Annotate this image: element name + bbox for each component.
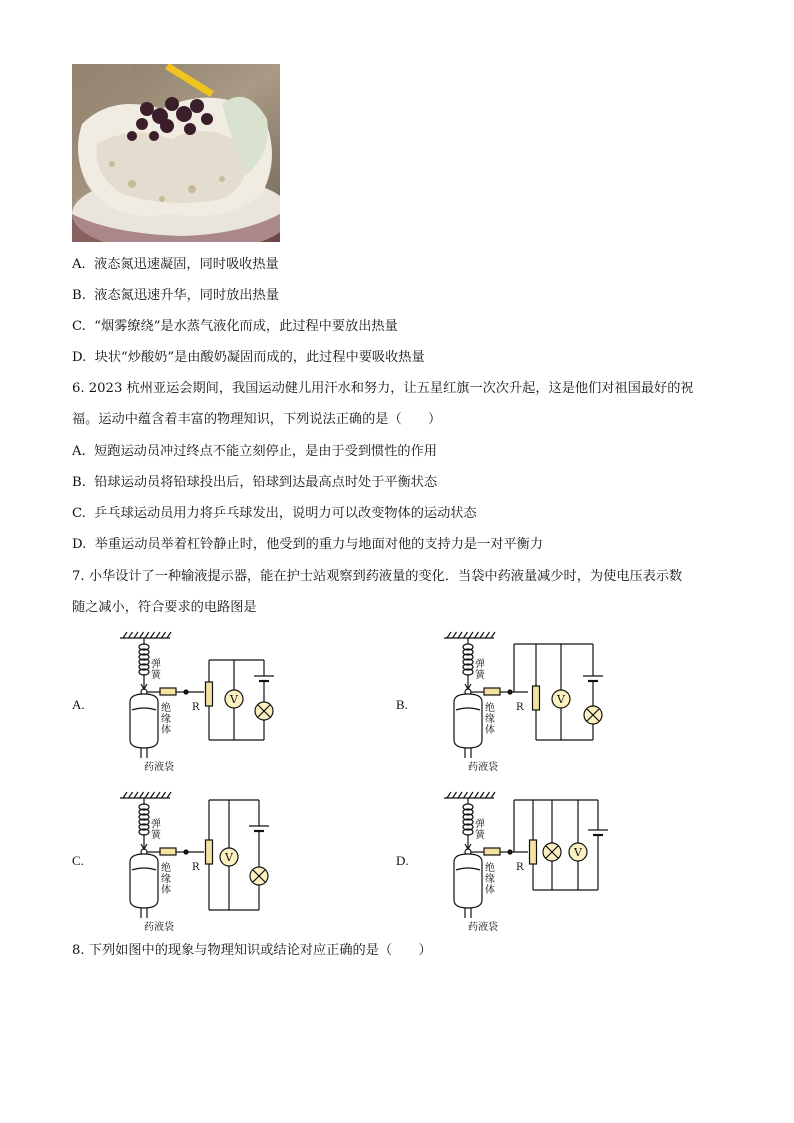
q6-option-c xyxy=(72,505,477,523)
spring-label: 弹簧 xyxy=(148,818,160,840)
circuit-b xyxy=(418,630,638,780)
bag-label: 药液袋 xyxy=(468,762,498,773)
circuit-d xyxy=(418,790,638,940)
q6-stem-line1: 6. 2023 杭州亚运会期间，我国运动健儿用汗水和努力，让五星红旗一次次升起，这是他们对祖国最好的祝 xyxy=(72,381,694,396)
option-text: 乒乓球运动员用力将乒乓球发出，说明力可以改变物体的运动状态 xyxy=(94,506,477,521)
q5-option-b xyxy=(72,287,279,305)
frozen-yogurt-photo xyxy=(72,64,280,242)
q7-stem-line2: 随之减小，符合要求的电路图是 xyxy=(72,600,257,615)
voltmeter-letter: V xyxy=(574,846,582,859)
option-letter: B. xyxy=(72,475,86,490)
bag-label: 药液袋 xyxy=(144,762,174,773)
bag-label: 药液袋 xyxy=(468,922,498,933)
resistor-symbol xyxy=(206,840,213,864)
option-letter: D. xyxy=(72,350,87,365)
option-text: “烟雾缭绕”是水蒸气液化而成，此过程中要放出热量 xyxy=(94,319,398,334)
voltmeter-letter: V xyxy=(230,693,238,706)
option-text: 液态氮迅速凝固，同时吸收热量 xyxy=(94,257,279,272)
option-letter: A. xyxy=(72,444,86,459)
resistor-symbol xyxy=(206,682,213,706)
q5-option-a xyxy=(72,256,279,274)
insulator-label: 绝缘体 xyxy=(482,862,494,895)
q5-option-d xyxy=(72,349,425,367)
resistor-label: R xyxy=(192,862,200,873)
circuit-b-label: B. xyxy=(396,697,408,712)
resistor-symbol xyxy=(533,686,540,710)
option-letter: A. xyxy=(72,257,86,272)
resistor-label: R xyxy=(516,702,524,713)
spring-label: 弹簧 xyxy=(472,658,484,680)
option-text: 举重运动员举着杠铃静止时，他受到的重力与地面对他的支持力是一对平衡力 xyxy=(94,537,544,552)
option-letter: C. xyxy=(72,319,86,334)
insulator-label: 绝缘体 xyxy=(482,702,494,735)
insulator-label: 绝缘体 xyxy=(158,862,170,895)
option-text: 液态氮迅速升华，同时放出热量 xyxy=(94,288,279,303)
q8-stem: 8. 下列如图中的现象与物理知识或结论对应正确的是（ ） xyxy=(72,943,432,958)
option-text: 铅球运动员将铅球投出后，铅球到达最高点时处于平衡状态 xyxy=(94,475,438,490)
circuit-a xyxy=(94,630,314,780)
bag-label: 药液袋 xyxy=(144,922,174,933)
resistor-label: R xyxy=(516,862,524,873)
insulator-label: 绝缘体 xyxy=(158,702,170,735)
option-letter: D. xyxy=(72,537,87,552)
q5-option-c xyxy=(72,318,398,336)
circuit-d-label: D. xyxy=(396,853,409,868)
q6-option-a xyxy=(72,443,437,461)
spring-label: 弹簧 xyxy=(472,818,484,840)
q6-option-d xyxy=(72,536,543,554)
circuit-c-label: C. xyxy=(72,853,84,868)
q6-option-b xyxy=(72,474,437,492)
voltmeter-letter: V xyxy=(225,851,233,864)
option-text: 短跑运动员冲过终点不能立刻停止，是由于受到惯性的作用 xyxy=(94,444,437,459)
spring-label: 弹簧 xyxy=(148,658,160,680)
circuit-c xyxy=(94,790,314,940)
option-text: 块状“炒酸奶”是由酸奶凝固而成的，此过程中要吸收热量 xyxy=(94,350,425,365)
circuit-a-label: A. xyxy=(72,697,85,712)
resistor-symbol xyxy=(530,840,537,864)
q7-stem-line1: 7. 小华设计了一种输液提示器，能在护士站观察到药液量的变化．当袋中药液量减少时，为使电压表示数 xyxy=(72,569,683,584)
q6-stem-line2: 福。运动中蕴含着丰富的物理知识，下列说法正确的是（ ） xyxy=(72,412,442,427)
option-letter: B. xyxy=(72,288,86,303)
voltmeter-letter: V xyxy=(557,693,565,706)
resistor-label: R xyxy=(192,702,200,713)
option-letter: C. xyxy=(72,506,86,521)
